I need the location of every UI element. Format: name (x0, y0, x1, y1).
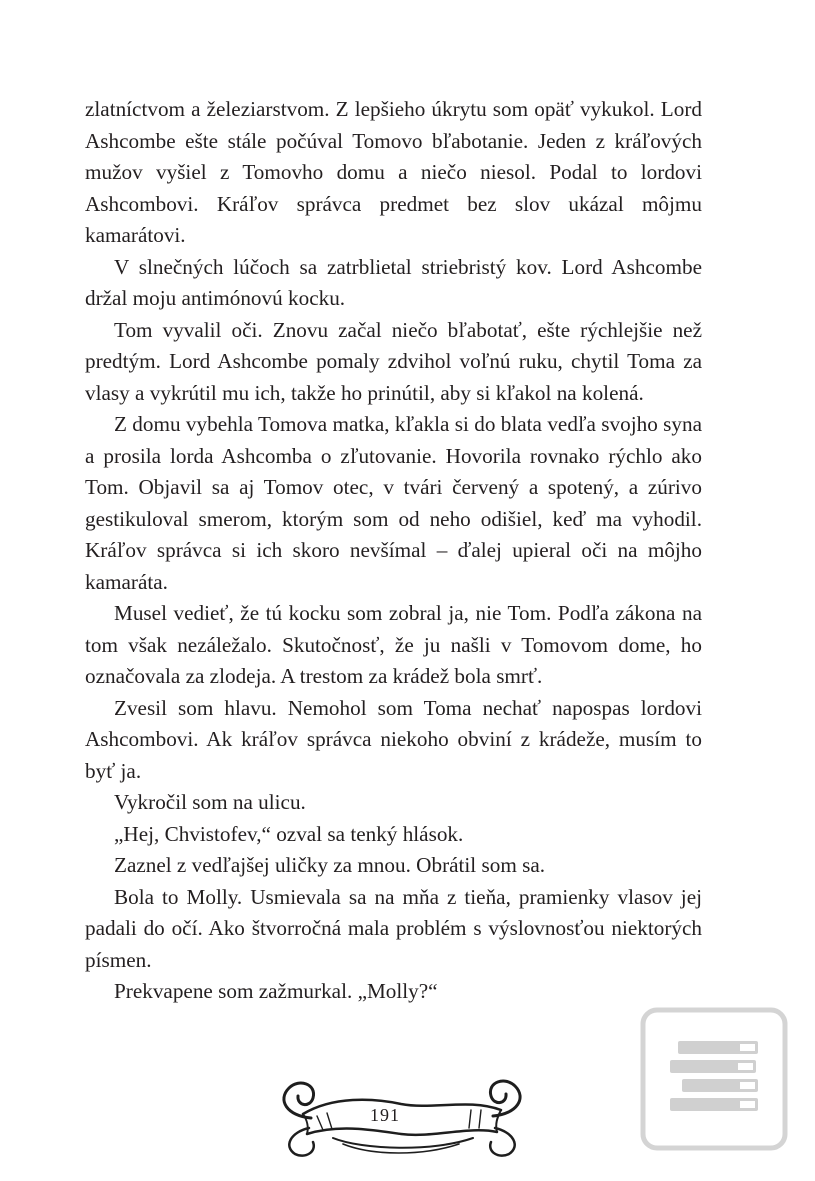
paragraph: Prekvapene som zažmurkal. „Molly?“ (114, 979, 438, 1003)
paragraph: Vykročil som na ulicu. (114, 790, 306, 814)
paragraph: Z domu vybehla Tomova matka, kľakla si do blata vedľa svojho syna a prosila lorda Ashcomba o zľutovanie. Hovorila rovnako rýchlo ako Tom. Objavil sa aj Tomov otec, v tvári červený a spotený, a zúrivo gestikuloval smerom, ktorým som od neho odišiel, keď ma vyhodil. Kráľov správca si ich skoro nevšímal – ďalej upieral oči na môjho kamaráta. (85, 412, 702, 594)
paragraph: Zvesil som hlavu. Nemohol som Toma nechať napospas lordovi Ashcombovi. Ak kráľov správca niekoho obviní z krádeže, musím to byť ja. (85, 695, 702, 783)
paragraph: Tom vyvalil oči. Znovu začal niečo bľabotať, ešte rýchlejšie než predtým. Lord Ashcombe pomaly zdvihol voľnú ruku, chytil Toma za vlasy a vykrútil mu ich, takže ho prinútil, aby si kľakol na kolená. (85, 317, 702, 405)
book-page-text (85, 94, 702, 1008)
paragraph: V slnečných lúčoch sa zatrblietal striebristý kov. Lord Ashcombe držal moju antimónovú kocku. (85, 254, 702, 310)
paragraph: Musel vedieť, že tú kocku som zobral ja, nie Tom. Podľa zákona na tom však nezáležalo. Skutočnosť, že ju našli v Tomovom dome, ho označovala za zlodeja. A trestom za krádež bola smrť. (85, 601, 702, 688)
page-footer (273, 1058, 531, 1164)
paragraph: Zaznel z vedľajšej uličky za mnou. Obrátil som sa. (114, 853, 546, 877)
paragraph: Bola to Molly. Usmievala sa na mňa z tieňa, pramienky vlasov jej padali do očí. Ako štvorročná mala problém s výslovnosťou niektorých písmen. (85, 884, 702, 972)
paragraph: zlatníctvom a železiarstvom. Z lepšieho úkrytu som opäť vykukol. Lord Ashcombe ešte stále počúval Tomovo bľabotanie. Jeden z kráľových mužov vyšiel z Tomovho domu a niečo niesol. Podal to lordovi Ashcombovi. Kráľov správca predmet bez slov ukázal môjmu kamarátovi. (85, 97, 702, 247)
books-stack-icon (640, 1007, 788, 1151)
page-number: 191 (370, 1105, 400, 1125)
paragraph: „Hej, Chvistofev,“ ozval sa tenký hlások. (114, 821, 464, 846)
